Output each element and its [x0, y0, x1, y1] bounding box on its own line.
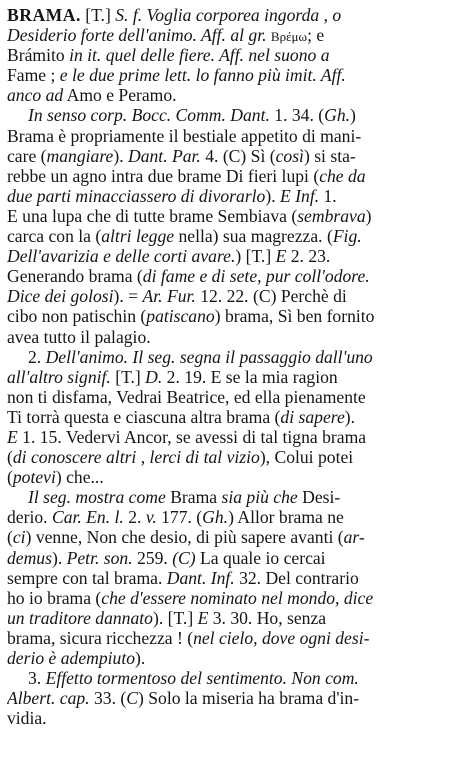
- entry-text: 12. 22. (C) Perchè di: [195, 286, 347, 307]
- entry-text: [T.]: [80, 5, 116, 25]
- entry-text: vidia.: [7, 708, 47, 729]
- entry-text: derio è adempiuto: [7, 648, 136, 668]
- entry-line: [7, 306, 467, 326]
- entry-text: ; e: [307, 25, 325, 46]
- entry-line: [7, 507, 467, 527]
- entry-line: [7, 387, 467, 407]
- entry-line: [7, 708, 467, 728]
- entry-line: [7, 126, 467, 146]
- entry-text: cibo non patischin (: [7, 306, 147, 327]
- entry-text: demus: [7, 547, 52, 568]
- entry-line: [7, 327, 467, 347]
- entry-line: [7, 166, 467, 186]
- entry-text: Dant. Par.: [128, 145, 201, 166]
- entry-text: ).: [135, 648, 146, 668]
- entry-text: Albert. cap.: [7, 688, 90, 709]
- entry-text: 3. 30. Ho, senza: [208, 607, 327, 628]
- entry-text: D.: [145, 366, 163, 387]
- entry-text: Generando brama (: [7, 266, 143, 287]
- entry-text: all'altro signif.: [7, 366, 111, 387]
- entry-text: 2. 19. E se la mia ragion: [162, 366, 338, 387]
- entry-text: Car. En. l.: [51, 507, 124, 528]
- entry-line: [7, 407, 467, 427]
- entry-text: patiscano: [146, 306, 215, 327]
- entry-text: E: [197, 607, 209, 628]
- entry-line: [7, 668, 467, 688]
- entry-text: 3.: [28, 668, 46, 689]
- greek-word: Βρέμω: [270, 29, 308, 45]
- entry-line: [7, 266, 467, 286]
- entry-text: ci: [12, 527, 26, 548]
- entry-text: 4. (C) Sì (: [200, 145, 276, 166]
- entry-text: Dice dei golosi: [7, 286, 114, 307]
- headword: BRAMA.: [7, 5, 81, 25]
- entry-text: brama, sicura ricchezza ! (: [7, 627, 194, 648]
- entry-text: derio.: [7, 507, 52, 528]
- entry-text: Dant. Inf.: [166, 567, 235, 588]
- entry-line: [7, 65, 467, 85]
- entry-text: anco ad: [7, 85, 64, 106]
- entry-text: Ar. Fur.: [142, 286, 196, 307]
- entry-line: [7, 226, 467, 246]
- entry-text: avea tutto il palagio.: [7, 326, 151, 347]
- entry-line: [7, 186, 467, 206]
- entry-text: Ti torrà questa e ciascuna altra brama (: [7, 406, 281, 427]
- entry-text: Petr. son.: [66, 547, 133, 568]
- entry-text: ) si sta-: [303, 145, 356, 166]
- entry-text: care (: [7, 145, 47, 166]
- entry-text: Fig.: [332, 226, 362, 247]
- entry-line: [7, 105, 467, 125]
- entry-line: [7, 548, 467, 568]
- entry-text: ) che...: [55, 467, 104, 488]
- entry-text: un traditore dannato: [7, 607, 153, 628]
- entry-text: ): [365, 205, 372, 226]
- entry-text: In senso corp. Bocc. Comm. Dant.: [28, 105, 270, 126]
- entry-text: Amo e Peramo.: [63, 85, 177, 106]
- entry-line: [7, 688, 467, 708]
- entry-line: [7, 427, 467, 447]
- entry-text: nella) sua magrezza. (: [174, 226, 333, 247]
- entry-text: 2.: [28, 346, 46, 367]
- entry-text: mangiare: [46, 145, 114, 166]
- entry-text: carca con la (: [7, 226, 102, 247]
- entry-text: ) [T.]: [235, 246, 276, 267]
- entry-text: ho io brama (: [7, 587, 102, 608]
- entry-text: (: [7, 447, 13, 468]
- entry-text: sempre con tal brama.: [7, 567, 167, 588]
- entry-text: [T.]: [110, 366, 146, 387]
- entry-line: [7, 527, 467, 547]
- entry-text: Brama è propriamente il bestiale appetito di mani-: [7, 125, 362, 146]
- entry-text: lerci di tal vizio: [149, 447, 260, 468]
- entry-line: [7, 347, 467, 367]
- entry-text: 1. 15. Vedervi Ancor, se avessi di tal tigna brama: [17, 426, 367, 447]
- entry-text: C: [126, 688, 138, 709]
- entry-text: Gh.: [202, 507, 229, 528]
- entry-text: ), Colui potei: [259, 447, 354, 468]
- entry-line: [7, 246, 467, 266]
- entry-line: [7, 487, 467, 507]
- entry-text: 177. (: [156, 507, 203, 528]
- entry-text: Dell'animo. Il seg. segna il passaggio dall'uno: [45, 346, 373, 367]
- entry-text: (: [7, 527, 13, 548]
- entry-text: che d'essere nominato nel mondo, dice: [101, 587, 374, 608]
- entry-text: ). [T.]: [152, 607, 198, 628]
- entry-text: E: [275, 246, 287, 267]
- entry-text: E una lupa che di tutte brame Sembiava (: [7, 205, 298, 226]
- entry-text: non ti disfama, Vedrai Beatrice, ed ella pienamente: [7, 386, 366, 407]
- entry-text: ) brama, Sì ben fornito: [214, 306, 375, 327]
- entry-text: Desiderio forte dell'animo. Aff. al gr.: [7, 25, 267, 46]
- entry-text: ).: [265, 185, 281, 206]
- entry-text: (: [7, 467, 13, 488]
- entry-text: ). =: [113, 286, 143, 307]
- entry-text: Desi-: [297, 487, 341, 508]
- entry-text: di sapere: [280, 406, 345, 427]
- entry-text: Brama: [165, 487, 222, 508]
- entry-text: Il seg. mostra come: [28, 487, 166, 508]
- entry-line: [7, 85, 467, 105]
- entry-text: nel cielo, dove ogni desi-: [193, 627, 370, 648]
- entry-line: [7, 286, 467, 306]
- entry-line: [7, 648, 467, 668]
- entry-text: Fame ;: [7, 65, 60, 86]
- entry-text: ar-: [343, 527, 365, 548]
- entry-line: [7, 608, 467, 628]
- entry-text: Effetto tormentoso del sentimento. Non com.: [45, 668, 359, 689]
- entry-text: 33. (: [89, 688, 127, 709]
- entry-text: 1.: [319, 185, 337, 206]
- entry-line: [7, 628, 467, 648]
- entry-text: v.: [145, 507, 157, 528]
- entry-text: La quale io cercai: [195, 547, 326, 568]
- entry-text: 1. 34. (: [269, 105, 325, 126]
- entry-text: ) Solo la miseria ha brama d'in-: [137, 688, 360, 709]
- entry-text: E: [7, 426, 18, 447]
- entry-text: ).: [51, 547, 67, 568]
- entry-line: [7, 568, 467, 588]
- entry-text: rebbe un agno intra due brame Di fieri lupi (: [7, 165, 320, 186]
- entry-text: ) Allor brama ne: [228, 507, 344, 528]
- entry-text: altri legge: [101, 226, 175, 247]
- entry-text: potevi: [12, 467, 56, 488]
- entry-text: di fame e di sete, pur coll'odore.: [142, 266, 370, 287]
- entry-line: [7, 25, 467, 45]
- entry-text: sembrava: [297, 205, 366, 226]
- entry-line: [7, 146, 467, 166]
- entry-text: sia più che: [221, 487, 298, 508]
- entry-text: o: [332, 5, 342, 25]
- entry-text: S. f. Voglia corporea ingorda: [115, 5, 320, 25]
- entry-text: Brámito: [7, 45, 70, 66]
- entry-line: [7, 5, 467, 25]
- entry-text: 2. 23.: [286, 246, 331, 267]
- entry-text: E Inf.: [280, 185, 320, 206]
- entry-text: ,: [136, 447, 150, 468]
- entry-text: Dell'avarizia e delle corti avare.: [7, 246, 236, 267]
- entry-text: (C): [172, 547, 196, 568]
- entry-line: [7, 447, 467, 467]
- entry-text: e le due prime lett. lo fanno più imit. Aff.: [59, 65, 346, 86]
- entry-text: ): [350, 105, 356, 126]
- entry-line: [7, 588, 467, 608]
- entry-line: [7, 367, 467, 387]
- entry-text: ).: [113, 145, 128, 166]
- entry-line: [7, 206, 467, 226]
- entry-text: due parti minacciassero di divorarlo: [7, 185, 266, 206]
- entry-line: [7, 45, 467, 65]
- entry-text: di conoscere altri: [12, 447, 137, 468]
- entry-text: ).: [344, 406, 356, 427]
- entry-text: ,: [319, 5, 333, 25]
- entry-text: 2.: [123, 507, 146, 528]
- entry-text: che da: [319, 165, 366, 186]
- entry-line: [7, 467, 467, 487]
- entry-text: 32. Del contrario: [234, 567, 359, 588]
- entry-text: in it. quel delle fiere. Aff. nel suono a: [69, 45, 330, 66]
- entry-text: così: [275, 145, 304, 166]
- entry-text: ) venne, Non che desio, di più sapere avanti (: [25, 527, 344, 548]
- entry-text: Gh.: [324, 105, 351, 126]
- entry-text: 259.: [132, 547, 173, 568]
